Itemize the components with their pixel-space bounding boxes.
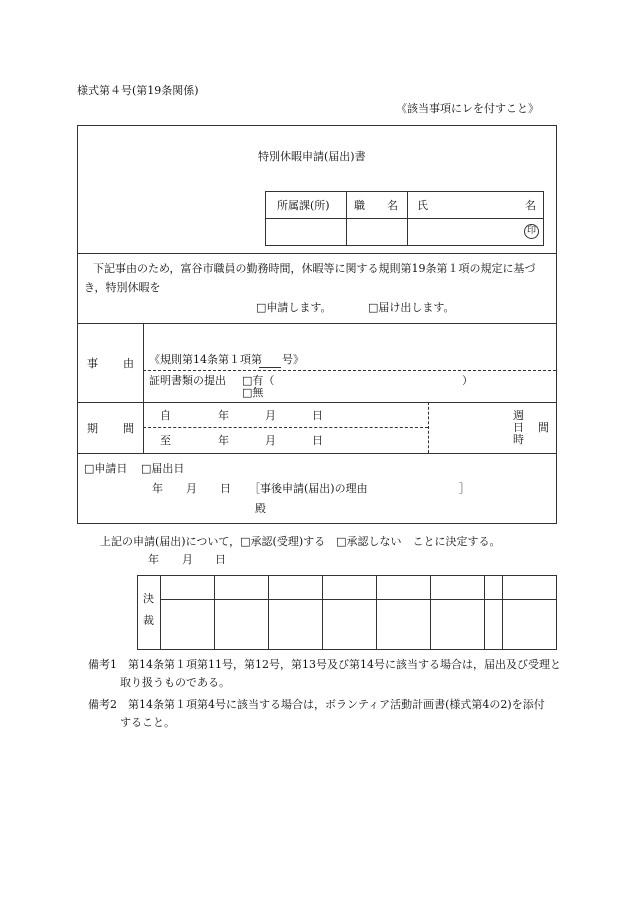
period-to-day: 日 <box>312 434 323 447</box>
decision-year: 年 <box>148 553 159 566</box>
rule-suffix: 号》 <box>282 353 304 366</box>
cert-yes-close: ） <box>462 374 473 387</box>
period-from-month: 月 <box>265 409 276 422</box>
position-label: 職 名 <box>354 199 398 212</box>
duration-days: 日 <box>513 421 524 434</box>
duration-hours: 時 <box>513 433 524 446</box>
date-year: 年 <box>152 482 163 495</box>
rule-number-blank[interactable] <box>259 367 281 368</box>
date-day: 日 <box>220 482 231 495</box>
reason-label-b: 由 <box>123 357 134 370</box>
apply-date-checkbox[interactable]: □申請日 <box>84 462 128 475</box>
date-month: 月 <box>186 482 197 495</box>
name-field[interactable] <box>409 220 519 243</box>
period-to-year: 年 <box>218 434 229 447</box>
period-to: 至 <box>160 434 171 447</box>
note2-line2: すること。 <box>120 716 175 729</box>
addressee: 殿 <box>255 502 266 515</box>
period-from-day: 日 <box>312 409 323 422</box>
note2-line1: 備考2 第14条第１項第4号に該当する場合は，ボランティア活動計画書(様式第4の2)を添付 <box>88 698 545 711</box>
period-from: 自 <box>160 409 171 422</box>
after-reason-close: ］ <box>459 482 470 495</box>
position-field[interactable] <box>348 220 406 243</box>
seal-mark: 印 <box>524 224 539 239</box>
decision-day: 日 <box>215 553 226 566</box>
note1-line2: 取り扱うものである。 <box>120 676 230 689</box>
dept-field[interactable] <box>267 220 345 243</box>
cert-no-checkbox[interactable]: □無 <box>242 386 264 399</box>
intro-line1: 下記事由のため，富谷市職員の勤務時間，休暇等に関する規則第19条第１項の規定に基づ <box>93 262 536 275</box>
period-label-a: 期 <box>87 422 98 435</box>
period-to-month: 月 <box>265 434 276 447</box>
period-from-year: 年 <box>218 409 229 422</box>
duration-weeks: 週 <box>513 409 524 422</box>
form-number: 様式第４号(第19条関係) <box>77 84 199 97</box>
dept-label: 所属課(所) <box>277 199 330 212</box>
option-notify[interactable]: □届け出します。 <box>368 301 455 314</box>
intro-line2: き，特別休暇を <box>84 281 161 294</box>
period-label-b: 間 <box>123 422 134 435</box>
note1-line1: 備考1 第14条第１項第11号，第12号，第13号及び第14号に該当する場合は，届出及び受理と <box>88 658 561 671</box>
name-label-left: 氏 <box>417 199 428 212</box>
form-title: 特別休暇申請(届出)書 <box>258 150 366 163</box>
approval-table <box>137 575 557 650</box>
approval-label-a: 決 <box>143 592 154 605</box>
cert-yes-checkbox[interactable]: □有（ <box>242 374 275 387</box>
reason-label-a: 事 <box>87 357 98 370</box>
name-label-right: 名 <box>525 199 536 212</box>
instruction: 《該当事項にレを付すこと》 <box>396 102 539 115</box>
decision-text: 上記の申請(届出)について，□承認(受理)する □承認しない ことに決定する。 <box>100 535 501 548</box>
notify-date-checkbox[interactable]: □届出日 <box>141 462 185 475</box>
duration-label: 間 <box>538 421 549 434</box>
decision-month: 月 <box>182 553 193 566</box>
rule-prefix: 《規則第14条第１項第 <box>149 353 262 366</box>
after-reason-label: ［事後申請(届出)の理由 <box>249 482 368 495</box>
approval-label-b: 裁 <box>143 614 154 627</box>
cert-label: 証明書類の提出 <box>149 374 226 387</box>
option-apply[interactable]: □申請します。 <box>256 301 332 314</box>
